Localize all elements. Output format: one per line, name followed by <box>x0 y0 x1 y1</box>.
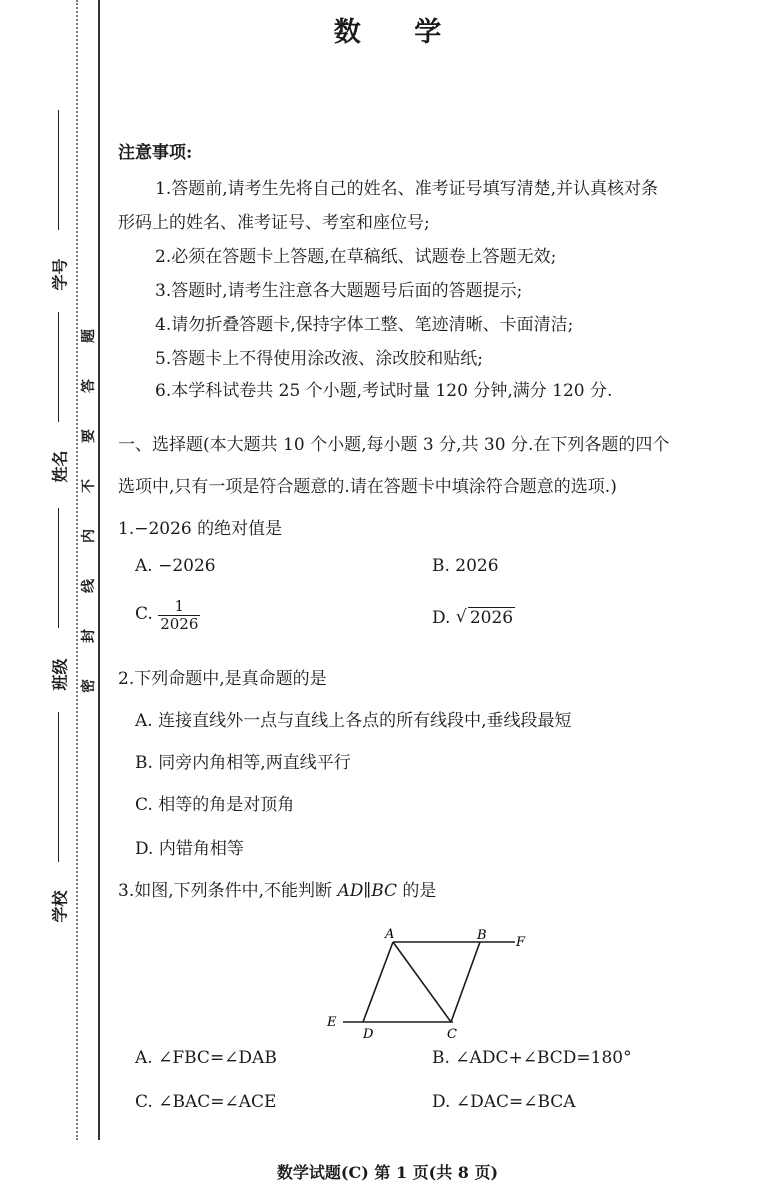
page-footer: 数学试题(C) 第 1 页(共 8 页) <box>276 1163 499 1182</box>
binding-solid-line <box>98 0 100 1140</box>
segment-bc <box>451 942 480 1022</box>
q1-option-d[interactable] <box>432 608 515 628</box>
label-a: A <box>385 927 395 942</box>
q1-option-c[interactable] <box>135 598 200 633</box>
q2-option-d[interactable]: D. 内错角相等 <box>135 839 244 859</box>
section-instructions: 选项中,只有一项是符合题意的.请在答题卡中填涂符合题意的选项.) <box>118 477 617 497</box>
q1-option-d-sqrt <box>456 608 515 628</box>
q2-option-c[interactable]: C. 相等的角是对顶角 <box>135 795 295 815</box>
q1-option-b[interactable]: B. 2026 <box>432 556 499 576</box>
school-label: 学校 <box>50 890 70 923</box>
label-f: F <box>516 935 526 950</box>
question-1-stem: 1.−2026 的绝对值是 <box>118 519 283 539</box>
segment-ac <box>393 942 451 1022</box>
q3-figure <box>320 922 540 1047</box>
notice-item-4: 4.请勿折叠答题卡,保持字体工整、笔迹清晰、卡面清洁; <box>155 315 574 335</box>
seal-char: 题 <box>81 329 97 343</box>
q3-stem-prefix: 3.如图,下列条件中,不能判断 <box>118 881 338 901</box>
label-c: C <box>447 1027 457 1042</box>
class-blank[interactable] <box>58 508 59 628</box>
notice-item-1: 1.答题前,请考生先将自己的姓名、准考证号填写清楚,并认真核对条 <box>155 179 659 199</box>
fraction-denominator: 2026 <box>160 615 199 633</box>
section-heading: 一、选择题(本大题共 10 个小题,每小题 3 分,共 30 分.在下列各题的四个 <box>118 435 670 455</box>
segment-ad <box>363 942 393 1022</box>
sqrt-radicand: 2026 <box>469 608 514 628</box>
q3-option-b[interactable]: B. ∠ADC+∠BCD=180° <box>432 1048 632 1068</box>
q3-stem-math: AD∥BC <box>337 881 398 901</box>
page-title: 数 学 <box>333 17 464 48</box>
notice-item-1-cont: 形码上的姓名、准考证号、考室和座位号; <box>118 213 430 233</box>
q3-option-d[interactable]: D. ∠DAC=∠BCA <box>432 1092 576 1112</box>
question-3-stem <box>118 876 436 901</box>
name-label: 姓名 <box>50 450 70 483</box>
q1-option-c-prefix: C. <box>135 604 153 624</box>
student-id-label: 学号 <box>50 258 70 291</box>
q3-option-c[interactable]: C. ∠BAC=∠ACE <box>135 1092 277 1112</box>
label-b: B <box>477 928 487 943</box>
fraction-numerator: 1 <box>158 598 200 616</box>
q1-option-c-fraction <box>158 598 200 633</box>
binding-dotted-line <box>76 0 78 1140</box>
q3-option-a[interactable]: A. ∠FBC=∠DAB <box>135 1048 277 1068</box>
label-e: E <box>327 1015 337 1030</box>
seal-char: 答 <box>81 379 97 393</box>
notice-item-5: 5.答题卡上不得使用涂改液、涂改胶和贴纸; <box>155 349 483 369</box>
seal-char: 要 <box>81 429 97 443</box>
seal-char: 密 <box>81 679 97 693</box>
question-2-stem: 2.下列命题中,是真命题的是 <box>118 669 327 689</box>
label-d: D <box>363 1027 374 1042</box>
class-label: 班级 <box>50 658 70 691</box>
sqrt-symbol: √ <box>455 607 467 627</box>
q1-option-d-prefix: D. <box>432 608 451 628</box>
notice-item-2: 2.必须在答题卡上答题,在草稿纸、试题卷上答题无效; <box>155 247 557 267</box>
seal-char: 线 <box>81 579 97 593</box>
name-blank[interactable] <box>58 312 59 422</box>
school-blank[interactable] <box>58 712 59 862</box>
notice-item-3: 3.答题时,请考生注意各大题题号后面的答题提示; <box>155 281 523 301</box>
student-id-blank[interactable] <box>58 110 59 230</box>
notice-heading: 注意事项: <box>118 143 193 163</box>
seal-char: 内 <box>81 529 97 543</box>
q1-option-a[interactable]: A. −2026 <box>135 556 216 576</box>
notice-item-6: 6.本学科试卷共 25 个小题,考试时量 120 分钟,满分 120 分. <box>155 381 613 401</box>
seal-char: 不 <box>81 479 97 493</box>
q2-option-a[interactable]: A. 连接直线外一点与直线上各点的所有线段中,垂线段最短 <box>135 711 572 731</box>
q2-option-b[interactable]: B. 同旁内角相等,两直线平行 <box>135 753 351 773</box>
q3-stem-suffix: 的是 <box>397 881 437 901</box>
seal-char: 封 <box>81 629 97 643</box>
